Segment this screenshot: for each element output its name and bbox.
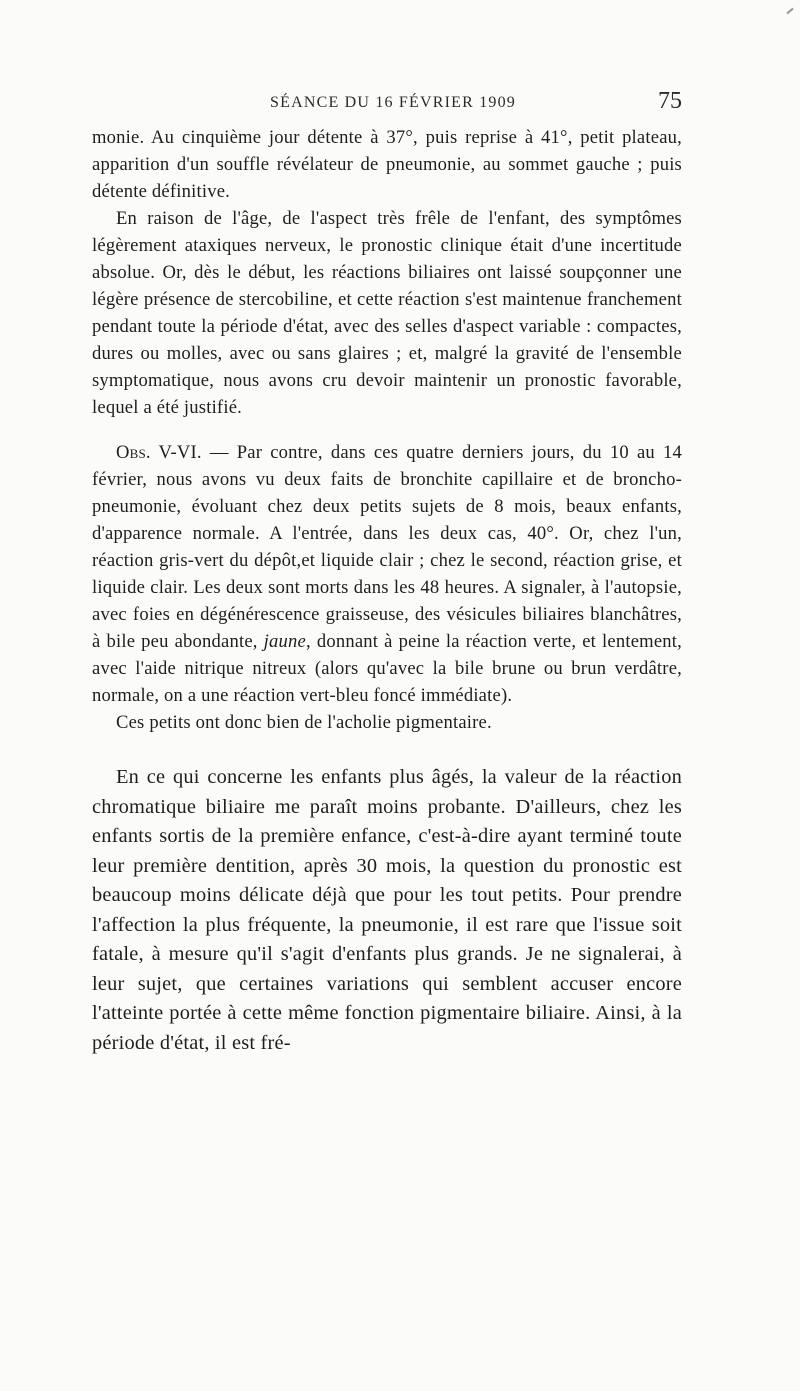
scan-mark bbox=[786, 8, 793, 15]
paragraph-conclusion: Ces petits ont donc bien de l'acholie pigmentaire. bbox=[116, 712, 492, 733]
observation-text-part2: , donnant à peine la réaction verte, et lentement, avec l'aide nitrique nitreux (alors qu'avec la bile brune ou brun verdâtre, normale, on a une réaction vert-bleu foncé immédiate). bbox=[92, 631, 682, 706]
paragraph-older-children: En ce qui concerne les enfants plus âgés, la valeur de la réaction chromatique biliaire me paraît moins probante. D'ailleurs, chez les enfants sortis de la première enfance, c'est-à-dire ayant terminé toute leur première dentition, après 30 mois, la question du pronostic est beaucoup moins délicate déjà que pour les tout petits. Pour prendre l'affection la plus fréquente, la pneumonie, il est rare que l'issue soit fatale, à mesure qu'il s'agit d'enfants plus grands. Je ne signalerai, à leur sujet, que certaines variations qui semblent accuser encore l'atteinte portée à cette même fonction pigmentaire biliaire. Ainsi, à la période d'état, il est fré- bbox=[92, 766, 682, 1054]
observation-italic-word: jaune bbox=[263, 631, 306, 652]
paragraph-observation bbox=[92, 439, 682, 709]
text-column bbox=[92, 124, 682, 1058]
observation-label: Obs. V-VI. bbox=[116, 442, 202, 463]
paragraph-continuation: monie. Au cinquième jour détente à 37°, puis reprise à 41°, petit plateau, apparition d'un souffle révélateur de pneumonie, au sommet gauche ; puis détente définitive. bbox=[92, 127, 682, 202]
page-number: 75 bbox=[658, 88, 682, 114]
page-header bbox=[92, 88, 682, 124]
running-head: SÉANCE DU 16 FÉVRIER 1909 bbox=[270, 94, 517, 111]
section-spacer bbox=[92, 736, 682, 763]
observation-text-part1: — Par contre, dans ces quatre derniers jours, du 10 au 14 février, nous avons vu deux faits de bronchite capillaire et de broncho-pneumonie, évoluant chez deux petits sujets de 8 mois, beaux enfants, d'apparence normale. A l'entrée, dans les deux cas, 40°. Or, chez l'un, réaction gris-vert du dépôt,et liquide clair ; chez le second, réaction grise, et liquide clair. Les deux sont morts dans les 48 heures. A signaler, à l'autopsie, avec foies en dégénérescence graisseuse, des vésicules biliaires blanchâtres, à bile peu abondante, bbox=[92, 442, 682, 652]
paragraph-prognosis: En raison de l'âge, de l'aspect très frêle de l'enfant, des symptômes légèrement ataxiques nerveux, le pronostic clinique était d'une incertitude absolue. Or, dès le début, les réactions biliaires ont laissé soupçonner une légère présence de stercobiline, et cette réaction s'est maintenue franchement pendant toute la période d'état, avec des selles d'aspect variable : compactes, dures ou molles, avec ou sans glaires ; et, malgré la gravité de l'ensemble symptomatique, nous avons cru devoir maintenir un pronostic favorable, lequel a été justifié. bbox=[92, 208, 682, 418]
